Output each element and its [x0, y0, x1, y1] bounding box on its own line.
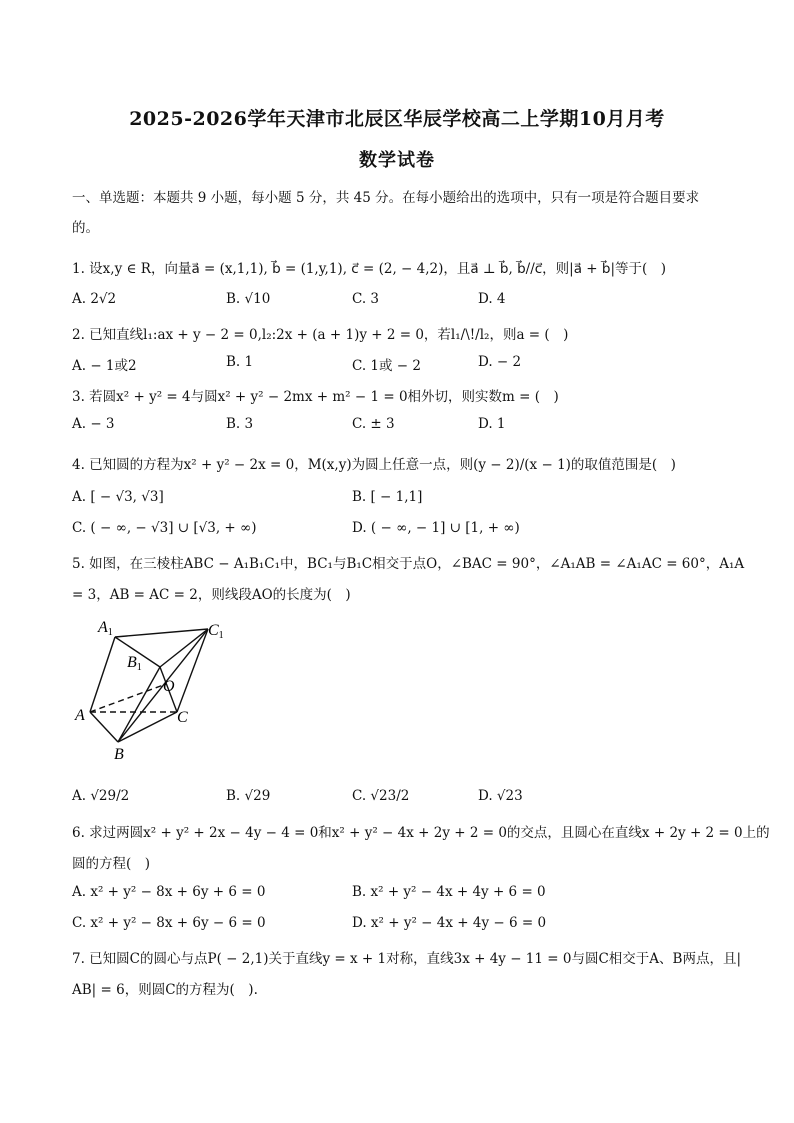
question-5-option-c: C. √23/2: [352, 788, 410, 804]
question-3-text: 3. 若圆x² + y² = 4与圆x² + y² − 2mx + m² − 1 = 0相外切，则实数m = ( ): [72, 389, 559, 405]
question-4-text: 4. 已知圆的方程为x² + y² − 2x = 0，M(x,y)为圆上任意一点，则(y − 2)/(x − 1)的取值范围是( ): [72, 457, 676, 473]
question-7-text: 7. 已知圆C的圆心与点P( − 2,1)关于直线y = x + 1对称，直线3x + 4y − 11 = 0与圆C相交于A、B两点，且|: [72, 951, 742, 967]
question-1-option-a: A. 2√2: [72, 291, 117, 307]
section-heading-cont: 的。: [72, 220, 99, 236]
edge-a-b: [90, 712, 118, 742]
question-1-option-d: D. 4: [478, 291, 506, 307]
question-4-option-c: C. ( − ∞, − √3] ∪ [√3, + ∞): [72, 520, 257, 536]
edge-a-a1: [90, 637, 115, 712]
question-5-text: 5. 如图，在三棱柱ABC − A₁B₁C₁中，BC₁与B₁C相交于点O，∠BAC = 90°，∠A₁AB = ∠A₁AC = 60°，A₁A: [72, 556, 745, 572]
page-subtitle: 数学试卷: [359, 150, 435, 171]
label-o: O: [163, 678, 175, 695]
question-3-option-d: D. 1: [478, 416, 506, 432]
question-5-text-cont: = 3，AB = AC = 2，则线段AO的长度为( ): [72, 587, 351, 603]
question-4-option-d: D. ( − ∞, − 1] ∪ [1, + ∞): [352, 520, 520, 536]
question-6-text: 6. 求过两圆x² + y² + 2x − 4y − 4 = 0和x² + y² − 4x + 2y + 2 = 0的交点，且圆心在直线x + 2y + 2 = 0上的: [72, 825, 770, 841]
page-title: 2025-2026学年天津市北辰区华辰学校高二上学期10月月考: [129, 108, 665, 130]
edge-a1-c1: [115, 629, 208, 637]
question-6-option-a: A. x² + y² − 8x + 6y + 6 = 0: [72, 884, 266, 900]
question-6-text-cont: 圆的方程( ): [72, 856, 151, 872]
question-2-option-b: B. 1: [226, 354, 254, 370]
question-3-option-c: C. ± 3: [352, 416, 395, 432]
question-3-option-b: B. 3: [226, 416, 254, 432]
question-1-option-c: C. 3: [352, 291, 380, 307]
label-b: B: [114, 746, 124, 762]
question-4-option-b: B. [ − 1,1]: [352, 489, 423, 505]
question-6-option-d: D. x² + y² − 4x + 4y − 6 = 0: [352, 915, 547, 931]
question-4-option-a: A. [ − √3, √3]: [72, 489, 164, 505]
question-7-text-cont: AB| = 6，则圆C的方程为( ).: [72, 982, 258, 998]
label-a: A: [75, 707, 85, 724]
question-2-option-d: D. − 2: [478, 354, 522, 370]
question-2-option-a: A. − 1或2: [72, 358, 137, 374]
question-5-option-b: B. √29: [226, 788, 271, 804]
segment-a-o: [90, 684, 166, 712]
question-2-option-c: C. 1或 − 2: [352, 358, 422, 374]
section-heading: 一、单选题：本题共 9 小题，每小题 5 分，共 45 分。在每小题给出的选项中，只有一项是符合题目要求: [72, 190, 700, 206]
question-1-text: 1. 设x,y ∈ R，向量a⃗ = (x,1,1), b⃗ = (1,y,1), c⃗ = (2, − 4,2)，且a⃗ ⊥ b⃗, b⃗//c⃗，则|a⃗ + b⃗|等于( ): [72, 261, 667, 277]
question-6-option-c: C. x² + y² − 8x + 6y − 6 = 0: [72, 915, 266, 931]
question-6-option-b: B. x² + y² − 4x + 4y + 6 = 0: [352, 884, 546, 900]
question-2-text: 2. 已知直线l₁:ax + y − 2 = 0,l₂:2x + (a + 1)y + 2 = 0，若l₁/\!/l₂，则a = ( ): [72, 327, 569, 343]
question-1-option-b: B. √10: [226, 291, 271, 307]
prism-figure: [70, 612, 230, 762]
question-5-option-d: D. √23: [478, 788, 523, 804]
label-b1: B1: [127, 654, 142, 673]
label-a1: A1: [98, 619, 113, 638]
question-3-option-a: A. − 3: [72, 416, 115, 432]
question-5-option-a: A. √29/2: [72, 788, 130, 804]
label-c: C: [177, 709, 188, 726]
label-c1: C1: [208, 622, 224, 641]
